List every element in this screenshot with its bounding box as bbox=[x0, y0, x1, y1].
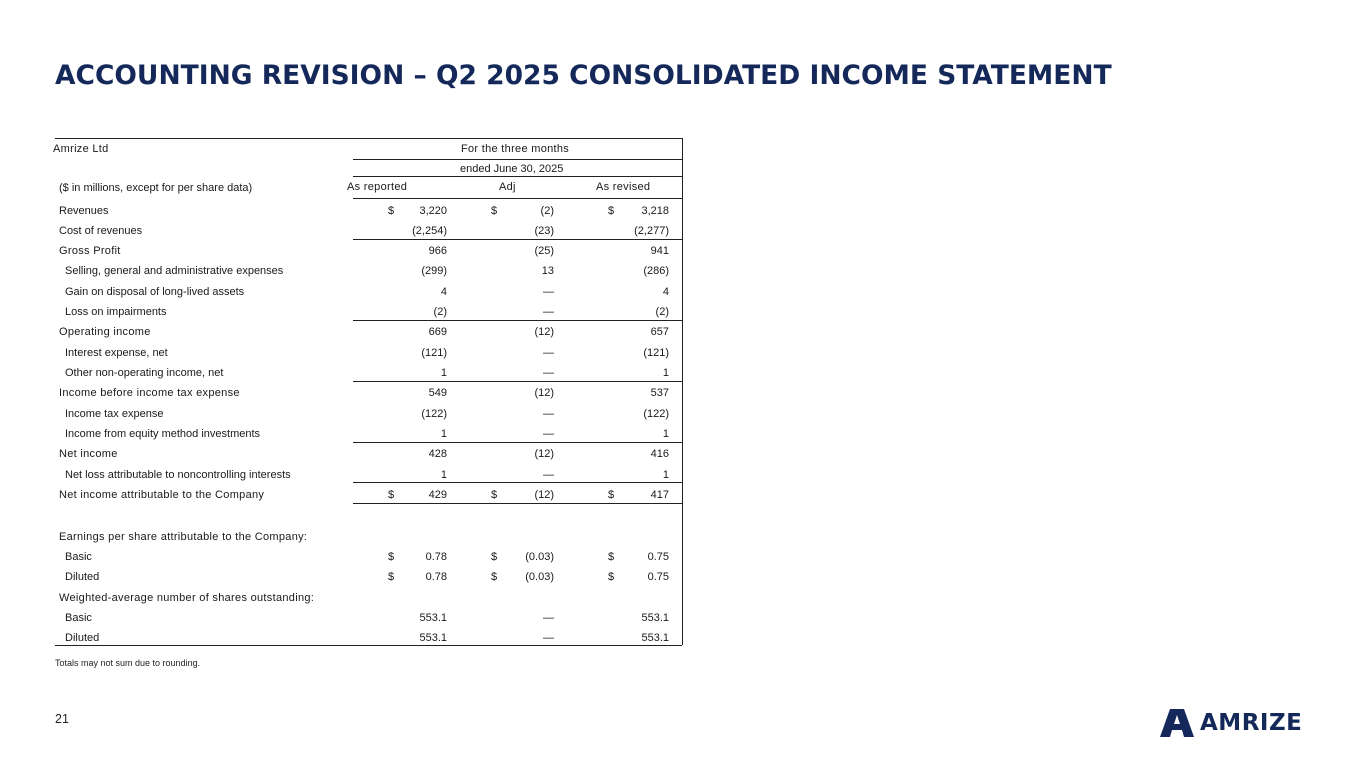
as-revised-value: 4 bbox=[662, 286, 669, 298]
as-reported-value: 0.78 bbox=[425, 571, 447, 583]
row-label: Net loss attributable to noncontrolling interests bbox=[65, 469, 291, 481]
table-row bbox=[55, 282, 682, 302]
table-row bbox=[55, 588, 682, 608]
dollar-sign: $ bbox=[608, 489, 615, 501]
as-reported-value: 553.1 bbox=[419, 632, 447, 644]
dollar-sign: $ bbox=[608, 205, 615, 217]
table-row bbox=[55, 547, 682, 567]
adj-value: — bbox=[543, 367, 554, 379]
as-reported-value: 553.1 bbox=[419, 612, 447, 624]
as-reported-value: 0.78 bbox=[425, 551, 447, 563]
adj-value: 13 bbox=[541, 265, 554, 277]
section-label: Weighted-average number of shares outstanding: bbox=[59, 592, 315, 604]
as-reported-value: (299) bbox=[421, 265, 447, 277]
as-reported-value: (2,254) bbox=[412, 225, 447, 237]
row-label: Income from equity method investments bbox=[65, 428, 261, 440]
as-revised-value: 0.75 bbox=[647, 551, 669, 563]
amrize-logo-icon bbox=[1160, 709, 1194, 737]
units-label: ($ in millions, except for per share data) bbox=[59, 182, 253, 194]
table-row bbox=[55, 343, 682, 363]
as-reported-value: 3,220 bbox=[419, 205, 447, 217]
as-reported-value: 669 bbox=[428, 326, 447, 338]
period-line-2: ended June 30, 2025 bbox=[460, 163, 564, 175]
as-reported-value: 428 bbox=[428, 448, 447, 460]
as-reported-value: (122) bbox=[421, 408, 447, 420]
column-header-as-revised: As revised bbox=[596, 181, 651, 193]
adj-value: — bbox=[543, 408, 554, 420]
table-row bbox=[55, 383, 682, 403]
row-label: Interest expense, net bbox=[65, 347, 168, 359]
row-label: Net income bbox=[59, 448, 118, 460]
as-revised-value: 553.1 bbox=[641, 632, 669, 644]
adj-value: (2) bbox=[540, 205, 554, 217]
as-revised-value: 553.1 bbox=[641, 612, 669, 624]
row-label: Gross Profit bbox=[59, 245, 121, 257]
dollar-sign: $ bbox=[491, 571, 498, 583]
as-reported-value: 1 bbox=[440, 428, 447, 440]
as-revised-value: 3,218 bbox=[641, 205, 669, 217]
table-row bbox=[55, 201, 682, 221]
table-row bbox=[55, 404, 682, 424]
table-row bbox=[55, 608, 682, 628]
as-reported-value: 1 bbox=[440, 469, 447, 481]
subtotal-rule bbox=[353, 482, 682, 483]
adj-value: (12) bbox=[534, 489, 554, 501]
as-revised-value: 537 bbox=[650, 387, 669, 399]
row-label: Diluted bbox=[65, 571, 100, 583]
adj-value: — bbox=[543, 347, 554, 359]
table-row bbox=[55, 424, 682, 444]
row-label: Other non-operating income, net bbox=[65, 367, 224, 379]
section-label: Earnings per share attributable to the Company: bbox=[59, 531, 308, 543]
dollar-sign: $ bbox=[608, 571, 615, 583]
table-row bbox=[55, 444, 682, 464]
as-revised-value: 1 bbox=[662, 367, 669, 379]
as-reported-value: 549 bbox=[428, 387, 447, 399]
as-reported-value: 1 bbox=[440, 367, 447, 379]
dollar-sign: $ bbox=[491, 205, 498, 217]
row-label: Basic bbox=[65, 551, 92, 563]
adj-value: — bbox=[543, 428, 554, 440]
as-revised-value: (122) bbox=[643, 408, 669, 420]
adj-value: (12) bbox=[534, 387, 554, 399]
as-reported-value: 966 bbox=[428, 245, 447, 257]
row-label: Net income attributable to the Company bbox=[59, 489, 265, 501]
row-label: Diluted bbox=[65, 632, 100, 644]
table-row bbox=[55, 322, 682, 342]
row-label: Income before income tax expense bbox=[59, 387, 240, 399]
adj-value: (25) bbox=[534, 245, 554, 257]
as-reported-value: (121) bbox=[421, 347, 447, 359]
footnote: Totals may not sum due to rounding. bbox=[55, 658, 201, 668]
dollar-sign: $ bbox=[388, 571, 395, 583]
adj-value: — bbox=[543, 469, 554, 481]
adj-value: (12) bbox=[534, 326, 554, 338]
income-statement-table bbox=[55, 138, 683, 645]
subtotal-rule bbox=[353, 442, 682, 443]
header-divider-3 bbox=[353, 198, 682, 199]
row-label: Gain on disposal of long-lived assets bbox=[65, 286, 245, 298]
as-revised-value: 417 bbox=[650, 489, 669, 501]
row-label: Operating income bbox=[59, 326, 151, 338]
as-revised-value: 416 bbox=[650, 448, 669, 460]
page-number: 21 bbox=[55, 712, 69, 726]
row-label: Income tax expense bbox=[65, 408, 164, 420]
as-revised-value: 1 bbox=[662, 428, 669, 440]
adj-value: — bbox=[543, 306, 554, 318]
adj-value: — bbox=[543, 632, 554, 644]
as-reported-value: 4 bbox=[440, 286, 447, 298]
table-row bbox=[55, 363, 682, 383]
table-row bbox=[55, 567, 682, 587]
adj-value: — bbox=[543, 286, 554, 298]
slide-title: ACCOUNTING REVISION – Q2 2025 CONSOLIDATED INCOME STATEMENT bbox=[55, 60, 1112, 91]
amrize-logo bbox=[1160, 708, 1302, 738]
dollar-sign: $ bbox=[608, 551, 615, 563]
company-name: Amrize Ltd bbox=[53, 143, 109, 155]
as-revised-value: 0.75 bbox=[647, 571, 669, 583]
subtotal-rule bbox=[353, 381, 682, 382]
as-revised-value: (286) bbox=[643, 265, 669, 277]
as-reported-value: (2) bbox=[433, 306, 447, 318]
table-row bbox=[55, 221, 682, 241]
column-header-as-reported: As reported bbox=[347, 181, 408, 193]
logo-text: AMRIZE bbox=[1200, 710, 1303, 736]
row-label: Basic bbox=[65, 612, 92, 624]
row-label: Revenues bbox=[59, 205, 109, 217]
as-revised-value: (121) bbox=[643, 347, 669, 359]
row-label: Selling, general and administrative expenses bbox=[65, 265, 284, 277]
adj-value: (0.03) bbox=[525, 571, 554, 583]
dollar-sign: $ bbox=[491, 489, 498, 501]
adj-value: (23) bbox=[534, 225, 554, 237]
adj-value: (0.03) bbox=[525, 551, 554, 563]
table-row bbox=[55, 241, 682, 261]
table-row bbox=[55, 527, 682, 547]
column-header-adj: Adj bbox=[499, 181, 516, 193]
as-reported-value: 429 bbox=[428, 489, 447, 501]
dollar-sign: $ bbox=[388, 205, 395, 217]
table-row bbox=[55, 261, 682, 281]
dollar-sign: $ bbox=[388, 489, 395, 501]
row-label: Loss on impairments bbox=[65, 306, 167, 318]
dollar-sign: $ bbox=[491, 551, 498, 563]
table-bottom-border bbox=[55, 645, 682, 646]
table-row bbox=[55, 485, 682, 505]
as-revised-value: (2,277) bbox=[634, 225, 669, 237]
subtotal-rule bbox=[353, 239, 682, 240]
subtotal-rule bbox=[353, 320, 682, 321]
as-revised-value: 1 bbox=[662, 469, 669, 481]
adj-value: — bbox=[543, 612, 554, 624]
as-revised-value: 657 bbox=[650, 326, 669, 338]
total-rule bbox=[353, 503, 682, 504]
period-line-1: For the three months bbox=[461, 143, 570, 155]
adj-value: (12) bbox=[534, 448, 554, 460]
table-row bbox=[55, 302, 682, 322]
header-divider-2 bbox=[353, 176, 682, 177]
header-divider-1 bbox=[353, 159, 682, 160]
row-label: Cost of revenues bbox=[59, 225, 143, 237]
dollar-sign: $ bbox=[388, 551, 395, 563]
as-revised-value: 941 bbox=[650, 245, 669, 257]
as-revised-value: (2) bbox=[655, 306, 669, 318]
